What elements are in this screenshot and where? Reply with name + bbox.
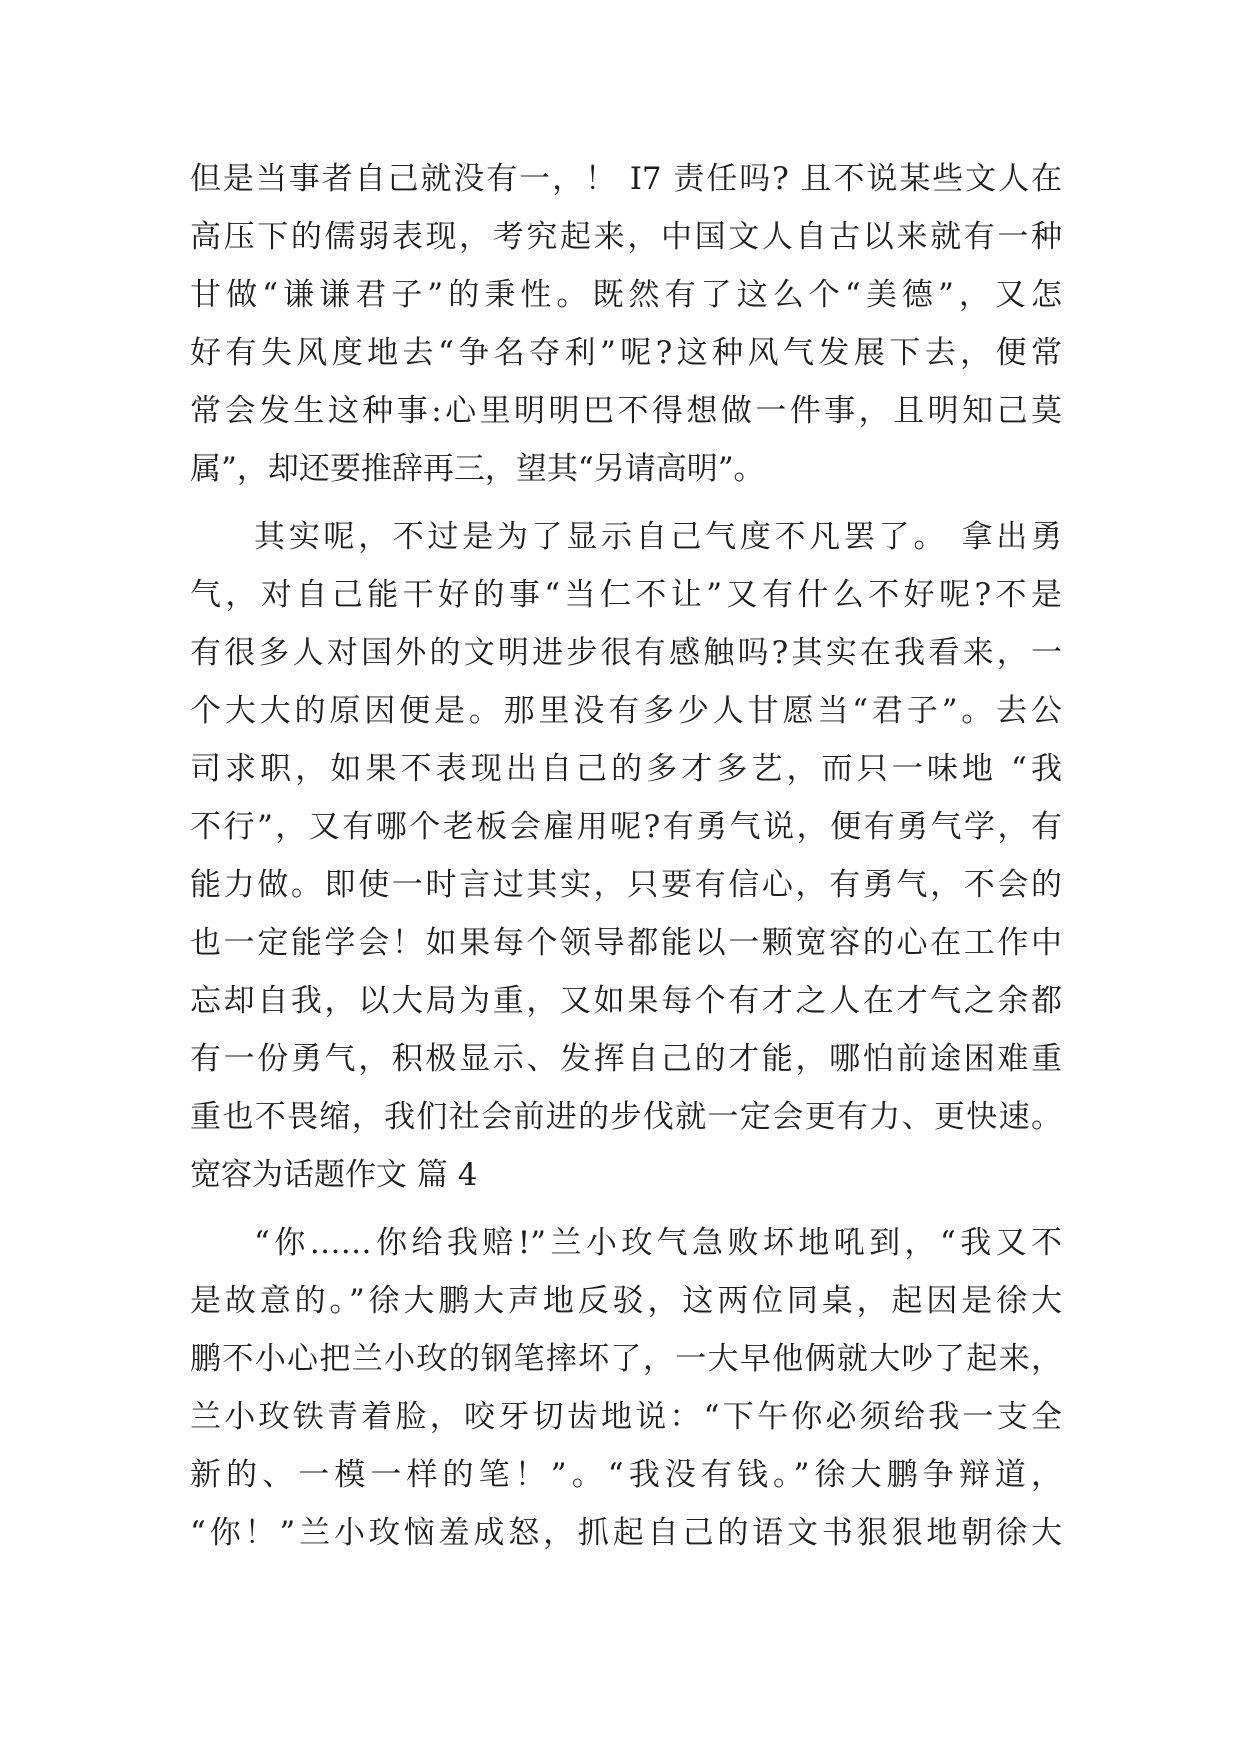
text-line: 有很多人对国外的文明进步很有感触吗?其实在我看来，一 [190,635,1062,671]
text-line: “你……你给我赔!”兰小玫气急败坏地吼到，“我又不 [254,1225,1062,1261]
text-line: 有一份勇气，积极显示、发挥自己的才能，哪怕前途困难重 [190,1041,1062,1077]
paragraph-1 [190,150,1062,498]
text-line: 甘做“谦谦君子”的秉性。既然有了这么个“美德”，又怎 [190,277,1062,313]
paragraph-2 [190,508,1062,1146]
text-line: 好有失风度地去“争名夺利”呢?这种风气发展下去，便常 [190,335,1062,371]
text-line: 不行”，又有哪个老板会雇用呢?有勇气说，便有勇气学，有 [190,809,1062,845]
paragraph-gap [190,498,1062,508]
text-line: 鹏不小心把兰小玫的钢笔摔坏了，一大早他俩就大吵了起来， [190,1341,1062,1377]
paragraph-3 [190,1214,1062,1562]
text-line: 高压下的儒弱表现，考究起来，中国文人自古以来就有一种 [190,219,1062,255]
text-line: 兰小玫铁青着脸，咬牙切齿地说：“下午你必须给我一支全 [190,1399,1062,1435]
text-line: 属”，却还要推辞再三，望其“另请高明”。 [190,451,765,487]
paragraph-gap [190,1204,1062,1214]
text-line: 重也不畏缩，我们社会前进的步伐就一定会更有力、更快速。 [190,1099,1062,1135]
text-line: 能力做。即使一时言过其实，只要有信心，有勇气，不会的 [190,867,1062,903]
text-line: 司求职，如果不表现出自己的多才多艺，而只一味地 “我 [190,751,1062,787]
text-line: 其实呢，不过是为了显示自己气度不凡罢了。 拿出勇 [254,519,1062,555]
text-line: 忘却自我，以大局为重，又如果每个有才之人在才气之余都 [190,983,1062,1019]
text-line: 但是当事者自己就没有一，！ I7 责任吗? 且不说某些文人在 [190,161,1062,197]
text-line: 个大大的原因便是。那里没有多少人甘愿当“君子”。去公 [190,693,1062,729]
text-line: 新的、一模一样的笔！”。“我没有钱。”徐大鹏争辩道， [190,1457,1062,1493]
essay-text [190,150,1062,1562]
text-line: 常会发生这种事:心里明明巴不得想做一件事，且明知己莫 [190,393,1062,429]
text-line: 气，对自己能干好的事“当仁不让”又有什么不好呢?不是 [190,577,1062,613]
text-line: “你！”兰小玫恼羞成怒，抓起自己的语文书狠狠地朝徐大 [190,1515,1062,1551]
section-heading: 宽容为话题作文 篇 4 [190,1157,478,1193]
text-line: 是故意的。”徐大鹏大声地反驳，这两位同桌，起因是徐大 [190,1283,1062,1319]
text-line: 也一定能学会！如果每个领导都能以一颗宽容的心在工作中 [190,925,1062,961]
